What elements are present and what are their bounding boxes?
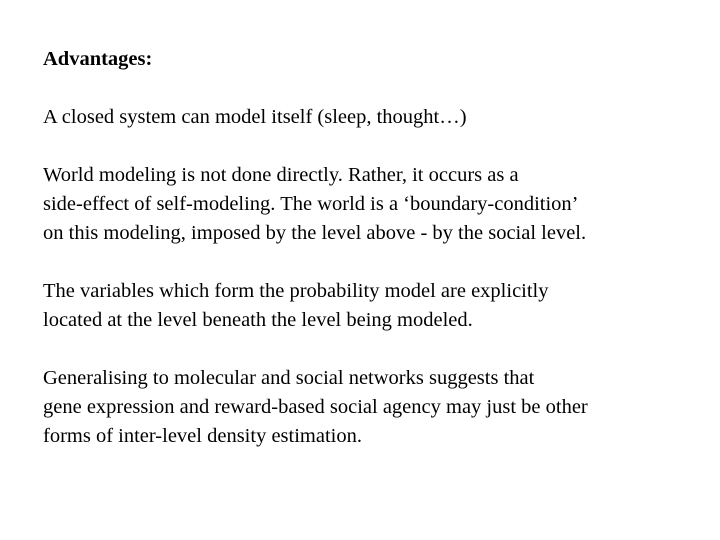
slide-heading: Advantages: xyxy=(43,48,153,70)
paragraph-line: located at the level beneath the level being modeled. xyxy=(43,309,473,331)
paragraph-generalising xyxy=(43,364,713,451)
paragraph-line: gene expression and reward-based social agency may just be other xyxy=(43,396,588,418)
paragraph-line: Generalising to molecular and social networks suggests that xyxy=(43,367,535,389)
paragraph-line: World modeling is not done directly. Rather, it occurs as a xyxy=(43,164,519,186)
paragraph-probability-model xyxy=(43,277,713,335)
slide-body xyxy=(43,45,713,480)
paragraph-closed-system xyxy=(43,103,713,132)
paragraph-line: A closed system can model itself (sleep, thought…) xyxy=(43,106,467,128)
paragraph-line: side-effect of self-modeling. The world is a ‘boundary-condition’ xyxy=(43,193,579,215)
paragraph-line: forms of inter-level density estimation. xyxy=(43,425,362,447)
paragraph-world-modeling xyxy=(43,161,713,248)
paragraph-line: on this modeling, imposed by the level above - by the social level. xyxy=(43,222,587,244)
paragraph-line: The variables which form the probability model are explicitly xyxy=(43,280,549,302)
